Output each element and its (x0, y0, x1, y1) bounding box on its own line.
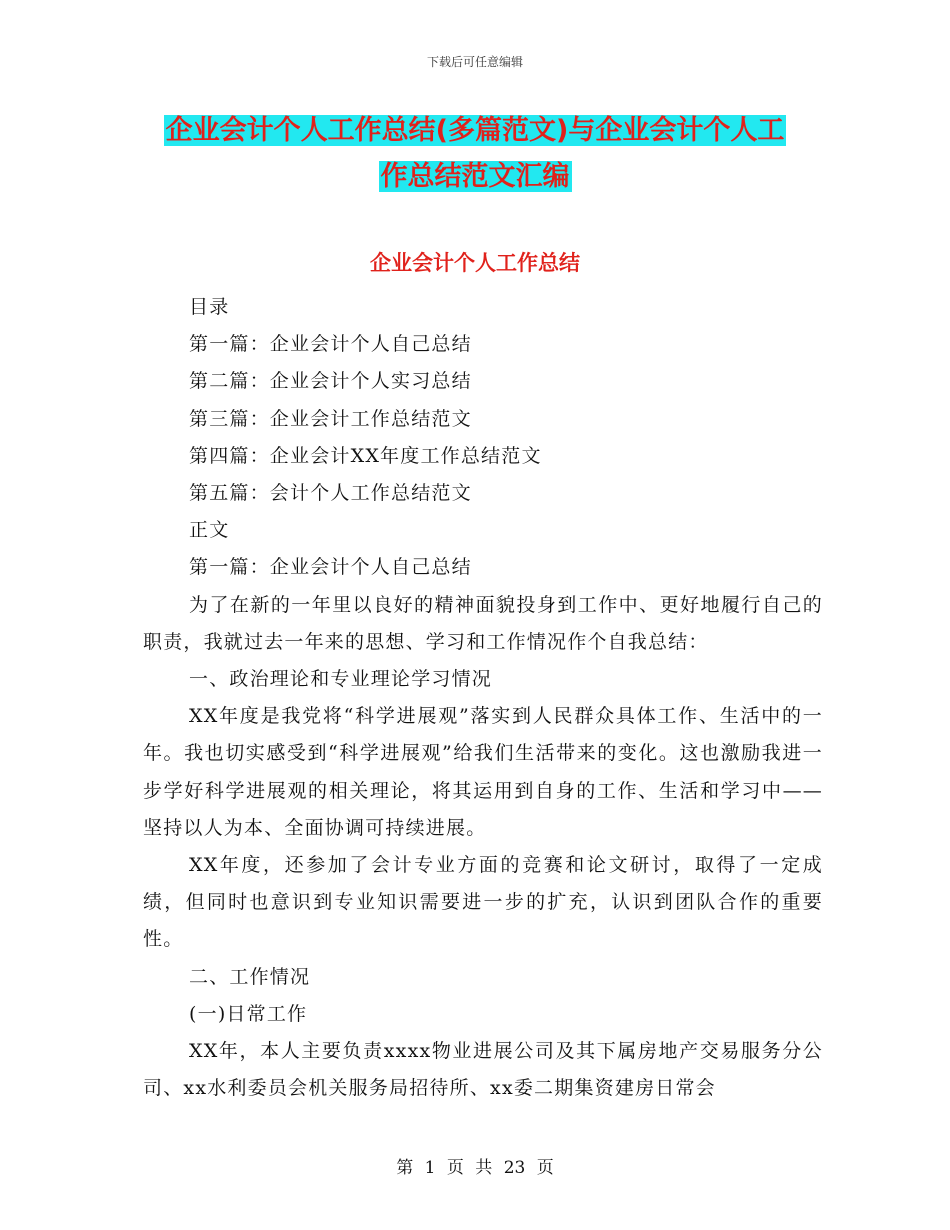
toc-item: 第一篇：企业会计个人自己总结 (189, 333, 472, 356)
toc-item: 第四篇：企业会计XX年度工作总结范文 (189, 444, 542, 467)
paragraph: XX年度，还参加了会计专业方面的竞赛和论文研讨，取得了一定成绩，但同时也意识到专业知识需要进一步的扩充，认识到团队合作的重要性。 (143, 854, 823, 951)
document-subtitle: 企业会计个人工作总结 (370, 251, 580, 275)
page-footer: 第 1 页 共 23 页 (396, 1158, 554, 1178)
paragraph: 为了在新的一年里以良好的精神面貌投身到工作中、更好地履行自己的职责，我就过去一年来的思想、学习和工作情况作个自我总结： (143, 593, 823, 653)
toc-item: 第五篇：会计个人工作总结范文 (189, 482, 472, 505)
paragraph: XX年，本人主要负责xxxx物业进展公司及其下属房地产交易服务分公司、xx水利委员会机关服务局招待所、xx委二期集资建房日常会 (143, 1040, 823, 1100)
subsection-heading: (一)日常工作 (189, 1002, 308, 1025)
toc-heading: 目录 (189, 296, 230, 318)
section-heading: 一、政治理论和专业理论学习情况 (189, 668, 493, 691)
toc-item: 第二篇：企业会计个人实习总结 (189, 370, 472, 393)
document-title (0, 108, 950, 200)
toc-item: 第三篇：企业会计工作总结范文 (189, 407, 472, 430)
body-heading: 正文 (189, 519, 230, 542)
header-note: 下载后可任意编辑 (426, 55, 523, 69)
chapter-title: 第一篇：企业会计个人自己总结 (189, 556, 472, 579)
section-heading: 二、工作情况 (189, 965, 311, 988)
paragraph: XX年度是我党将“科学进展观”落实到人民群众具体工作、生活中的一年。我也切实感受到“科学进展观”给我们生活带来的变化。这也激励我进一步学好科学进展观的相关理论，将其运用到自身的工作、生活和学习中——坚持以人为本、全面协调可持续进展。 (143, 705, 823, 839)
document-body (143, 289, 823, 1107)
title-line-2: 作总结范文汇编 (380, 161, 570, 192)
title-line-1: 企业会计个人工作总结(多篇范文)与企业会计个人工 (165, 115, 785, 146)
